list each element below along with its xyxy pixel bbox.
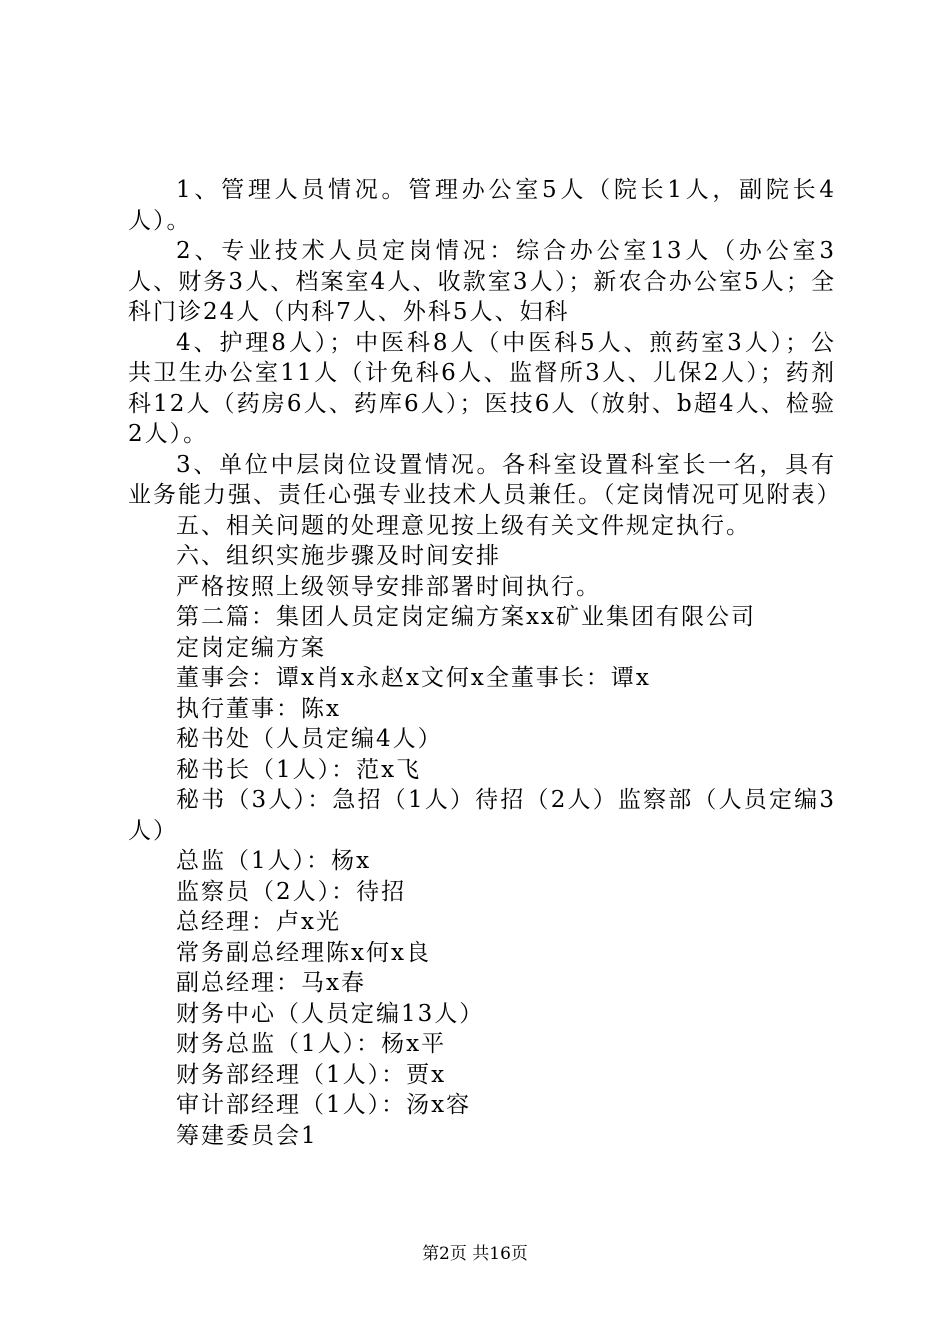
paragraph-finance-manager: 财务部经理（1人）：贾x [176, 1061, 447, 1088]
document-body [128, 175, 842, 1151]
paragraph-audit-manager: 审计部经理（1人）：汤x容 [176, 1092, 472, 1118]
paragraph-schedule: 严格按照上级领导安排部署时间执行。 [176, 573, 601, 600]
paragraph-supervisor: 总监（1人）：杨x [176, 848, 372, 874]
page-footer: 第2页 共16页 [422, 1244, 528, 1264]
paragraph-inspectors: 监察员（2人）：待招 [176, 878, 407, 905]
paragraph-board: 董事会：谭x肖x永赵x文何x全董事长：谭x [176, 665, 651, 691]
paragraph-secretaries: 秘书（3人）：急招（1人）待招（2人）监察部（人员定编3人） [128, 787, 836, 844]
paragraph-executive-director: 执行董事：陈x [176, 695, 341, 722]
paragraph-plan-title: 定岗定编方案 [176, 634, 326, 661]
paragraph-section-six: 六、组织实施步骤及时间安排 [176, 543, 501, 569]
paragraph-finance-center: 财务中心（人员定编13人） [176, 1000, 485, 1027]
paragraph-section-five: 五、相关问题的处理意见按上级有关文件规定执行。 [176, 512, 751, 539]
paragraph-management-staff: 1、管理人员情况。管理办公室5人（院长1人，副院长4人）。 [128, 177, 836, 234]
paragraph-executive-deputy-gm: 常务副总经理陈x何x良 [176, 939, 431, 966]
paragraph-technical-staff: 2、专业技术人员定岗情况：综合办公室13人（办公室3人、财务3人、档案室4人、收款室3人）；新农合办公室5人；全科门诊24人（内科7人、外科5人、妇科 [128, 238, 836, 325]
paragraph-general-manager: 总经理：卢x光 [176, 909, 341, 935]
paragraph-nursing-staff: 4、护理8人）；中医科8人（中医科5人、煎药室3人）；公共卫生办公室11人（计免科6人、监督所3人、儿保2人）；药剂科12人（药房6人、药库6人）；医技6人（放射、b超4人、检验2人）。 [128, 329, 836, 447]
paragraph-middle-positions: 3、单位中层岗位设置情况。各科室设置科室长一名，具有业务能力强、责任心强专业技术人员兼任。（定岗情况可见附表） [128, 451, 842, 508]
paragraph-deputy-gm: 副总经理：马x春 [176, 970, 366, 996]
paragraph-secretariat: 秘书处（人员定编4人） [176, 726, 443, 752]
paragraph-second-article-title: 第二篇：集团人员定岗定编方案xx矿业集团有限公司 [176, 604, 756, 630]
paragraph-cfo: 财务总监（1人）：杨x平 [176, 1031, 447, 1057]
paragraph-secretary-general: 秘书长（1人）：范x飞 [176, 756, 422, 783]
paragraph-preparatory-committee: 筹建委员会1 [176, 1122, 318, 1149]
